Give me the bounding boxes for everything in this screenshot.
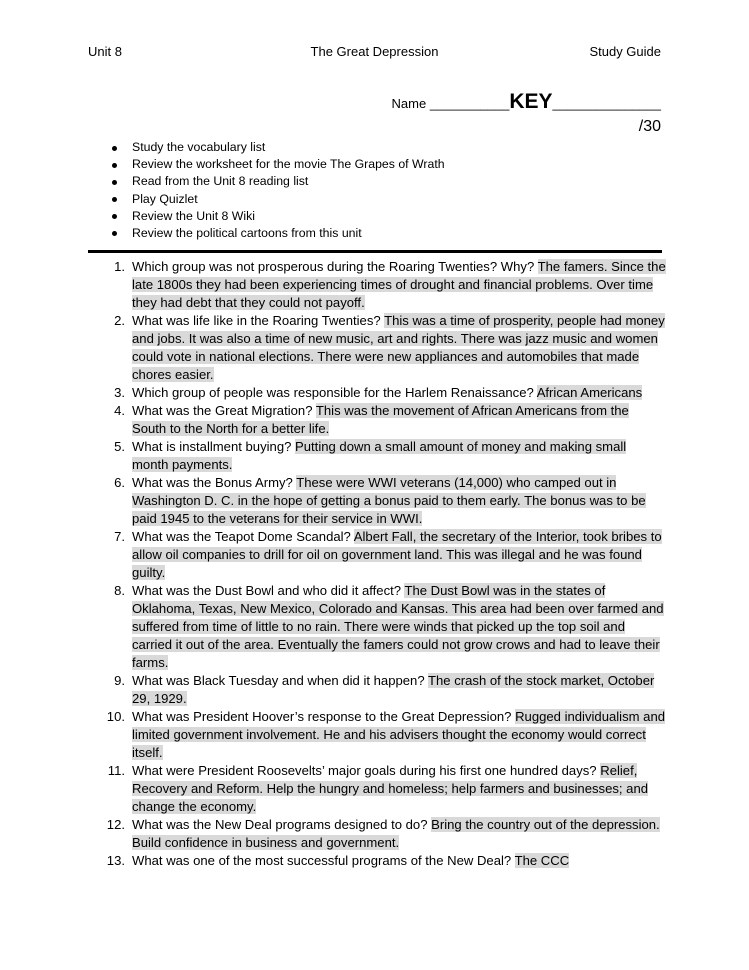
question-number: 13. [106, 853, 125, 868]
question-number: 4. [114, 403, 125, 418]
answer-text: The famers. Since the late 1800s they had been experiencing times of drought and financial problems. Over time they had debt that they could not payoff. [132, 259, 666, 310]
header-doc-type: Study Guide [589, 44, 661, 59]
question-number: 5. [114, 439, 125, 454]
question-text: What was Black Tuesday and when did it happen? [132, 673, 425, 688]
question-text: What is installment buying? [132, 439, 292, 454]
question-number: 7. [114, 529, 125, 544]
question-number: 3. [114, 385, 125, 400]
question-item [88, 312, 666, 384]
question-text: What was life like in the Roaring Twenties? [132, 313, 381, 328]
list-item: Review the worksheet for the movie The Grapes of Wrath [110, 156, 445, 173]
answer-text: Bring the country out of the depression. Build confidence in business and government. [132, 817, 660, 850]
question-number: 6. [114, 475, 125, 490]
score-total: /30 [638, 118, 661, 135]
question-text: Which group of people was responsible for the Harlem Renaissance? [132, 385, 534, 400]
question-number: 1. [114, 259, 125, 274]
question-item [88, 438, 666, 474]
answer-text: Albert Fall, the secretary of the Interior, took bribes to allow oil companies to drill for oil on government land. This was illegal and he was found guilty. [132, 529, 662, 580]
question-text: What were President Roosevelts’ major goals during his first one hundred days? [132, 763, 597, 778]
question-item [88, 528, 666, 582]
question-item [88, 258, 666, 312]
list-item: Review the Unit 8 Wiki [110, 208, 445, 225]
list-item: Play Quizlet [110, 191, 445, 208]
answer-text: The crash of the stock market, October 29, 1929. [132, 673, 655, 706]
page-header [88, 44, 661, 62]
question-list [88, 258, 666, 870]
question-number: 2. [114, 313, 125, 328]
section-divider [88, 250, 662, 253]
answer-text: This was a time of prosperity, people had money and jobs. It was also a time of new music, art and rights. There was jazz music and women could vote in national elections. There were new appliances and automobiles that made chores easier. [132, 313, 665, 382]
list-item: Read from the Unit 8 reading list [110, 173, 445, 190]
study-checklist [110, 139, 445, 242]
answer-text: Rugged individualism and limited government involvement. He and his advisers thought the economy would correct itself. [132, 709, 666, 760]
question-text: What was the Dust Bowl and who did it affect? [132, 583, 402, 598]
question-text: What was President Hoover’s response to the Great Depression? [132, 709, 512, 724]
question-number: 12. [106, 817, 125, 832]
question-item [88, 582, 666, 672]
question-text: Which group was not prosperous during the Roaring Twenties? Why? [132, 259, 535, 274]
question-item [88, 672, 666, 708]
list-item: Review the political cartoons from this unit [110, 225, 445, 242]
question-text: What was the Teapot Dome Scandal? [132, 529, 351, 544]
answer-text: These were WWI veterans (14,000) who camped out in Washington D. C. in the hope of getting a bonus paid to them early. The bonus was to be paid 1945 to the veterans for their service in WWI. [132, 475, 646, 526]
question-item [88, 816, 666, 852]
answer-text: This was the movement of African Americans from the South to the North for a better life. [132, 403, 629, 436]
question-item [88, 474, 666, 528]
question-item [88, 402, 666, 438]
answer-text: The Dust Bowl was in the states of Oklahoma, Texas, New Mexico, Colorado and Kansas. This area had been over farmed and suffered from time of little to no rain. There were winds that picked up the top soil and carried it out of the area. Eventually the famers could not grow crows and had to leave their farms. [132, 583, 664, 670]
question-number: 10. [106, 709, 125, 724]
question-number: 9. [114, 673, 125, 688]
answer-text: Putting down a small amount of money and making small month payments. [132, 439, 627, 472]
name-label: Name ___________ [391, 96, 510, 111]
question-item [88, 384, 666, 402]
question-text: What was the Great Migration? [132, 403, 313, 418]
header-unit: Unit 8 [88, 44, 122, 59]
answer-text: The CCC [514, 853, 570, 868]
question-item [88, 708, 666, 762]
question-text: What was one of the most successful programs of the New Deal? [132, 853, 512, 868]
list-item: Study the vocabulary list [110, 139, 445, 156]
name-trail: _______________ [552, 96, 661, 111]
answer-text: Relief, Recovery and Reform. Help the hungry and homeless; help farmers and businesses; and change the economy. [132, 763, 649, 814]
question-text: What was the New Deal programs designed to do? [132, 817, 428, 832]
question-number: 11. [107, 763, 125, 778]
question-item [88, 762, 666, 816]
header-title: The Great Depression [310, 44, 439, 59]
answer-key-label: KEY [509, 90, 553, 113]
question-number: 8. [114, 583, 125, 598]
name-line [392, 90, 661, 114]
question-item [88, 852, 666, 870]
answer-text: African Americans [536, 385, 643, 400]
question-text: What was the Bonus Army? [132, 475, 293, 490]
